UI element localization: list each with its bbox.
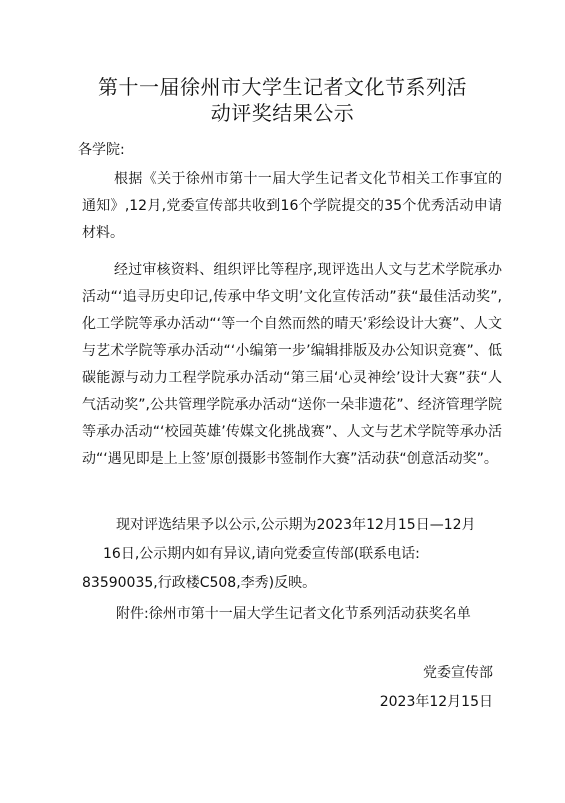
body-paragraph-2: 经过审核资料、组织评比等程序,现评选出人文与艺术学院承办活动“‘追寻历史印记,传承中华文明’文化宣传活动”获“最佳活动奖”,化工学院等承办活动“‘等一个自然而然的晴天’彩绘设计大赛”、人文与艺术学院等承办活动“‘小编第一步’编辑排版及办公知识竞赛”、低碳能源与动力工程学院承办活动“第三届‘心灵神绘’设计大赛”获“人气活动奖”,公共管理学院承办活动“送你一朵非遗花”、经济管理学院等承办活动“‘校园英雄’传媒文化挑战赛”、人文与艺术学院等承办活动“‘遇见即是上上签’原创摄影书签制作大赛”活动获“创意活动奖”。 xyxy=(82,262,502,467)
signature-department: 党委宣传部 xyxy=(423,665,493,681)
notice-line-2: 16日,公示期内如有异议,请向党委宣传部(联系电话: xyxy=(103,546,420,562)
signature-date: 2023年12月15日 xyxy=(379,694,493,710)
notice-line-1: 现对评选结果予以公示,公示期为2023年12月15日—12月 xyxy=(116,517,476,533)
attachment-note: 附件:徐州市第十一届大学生记者文化节系列活动获奖名单 xyxy=(116,606,471,622)
salutation: 各学院: xyxy=(78,142,125,158)
document-title-line-2: 动评奖结果公示 xyxy=(210,101,355,125)
notice-line-3: 83590035,行政楼C508,李秀)反映。 xyxy=(82,575,317,591)
body-paragraph-1: 根据《关于徐州市第十一届大学生记者文化节相关工作事宜的通知》,12月,党委宣传部共收到16个学院提交的35个优秀活动申请材料。 xyxy=(82,171,502,241)
document-title-line-1: 第十一届徐州市大学生记者文化节系列活 xyxy=(98,75,467,99)
